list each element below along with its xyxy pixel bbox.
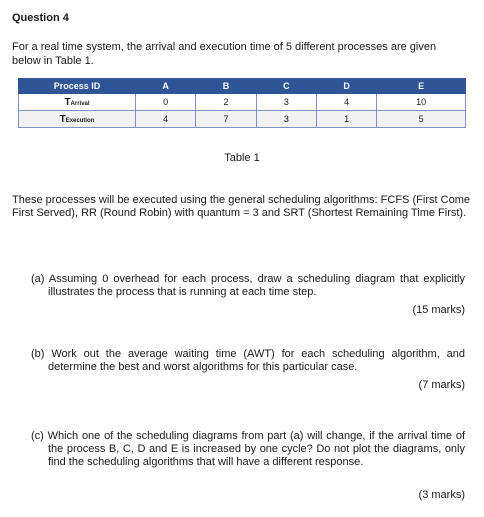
part-a-marks: (15 marks) (412, 304, 465, 316)
question-intro: For a real time system, the arrival and execution time of 5 different processes are given below in Table 1. (12, 41, 437, 67)
table-cell: 10 (377, 94, 466, 111)
row-label-execution (19, 111, 136, 128)
table-header-cell: A (136, 79, 196, 94)
row-label-main: T (64, 96, 71, 108)
table-header-cell: B (196, 79, 256, 94)
part-a (31, 273, 465, 299)
table-cell: 3 (256, 111, 316, 128)
row-label-arrival (19, 94, 136, 111)
table-cell: 2 (196, 94, 256, 111)
table-cell: 7 (196, 111, 256, 128)
part-a-text: (a) Assuming 0 overhead for each process, draw a scheduling diagram that explicitly illustrates the process that is running at each time step. (31, 273, 465, 298)
table-cell: 1 (316, 111, 376, 128)
row-label-main: T (59, 113, 66, 125)
table-row-arrival (19, 94, 466, 111)
row-label-sub: Execution (65, 117, 95, 124)
table-cell: 4 (316, 94, 376, 111)
part-b-text: (b) Work out the average waiting time (AWT) for each scheduling algorithm, and determine the best and worst algorithms for this particular case. (31, 348, 465, 373)
part-b (31, 348, 465, 374)
question-heading: Question 4 (12, 12, 69, 24)
table-cell: 0 (136, 94, 196, 111)
body-paragraph: These processes will be executed using the general scheduling algorithms: FCFS (First Come First Served), RR (Round Robin) with quantum = 3 and SRT (Shortest Remaining Time First). (12, 194, 470, 219)
table-header-cell: Process ID (19, 79, 136, 94)
process-table (18, 78, 466, 128)
table-header-cell: E (377, 79, 466, 94)
table-header-row (19, 79, 466, 94)
part-c-text: (c) Which one of the scheduling diagrams from part (a) will change, if the arrival time of the process B, C, D and E is increased by one cycle? Do not plot the diagrams, only find the scheduling algorithms that will have a different response. (31, 430, 465, 468)
table-header-cell: D (316, 79, 376, 94)
part-c-marks: (3 marks) (418, 489, 465, 501)
table-cell: 3 (256, 94, 316, 111)
table-cell: 4 (136, 111, 196, 128)
row-label-sub: Arrival (70, 100, 90, 107)
table-row-execution (19, 111, 466, 128)
table-caption: Table 1 (224, 152, 260, 164)
table-header-cell: C (256, 79, 316, 94)
part-c (31, 430, 465, 469)
table-cell: 5 (377, 111, 466, 128)
part-b-marks: (7 marks) (418, 379, 465, 391)
